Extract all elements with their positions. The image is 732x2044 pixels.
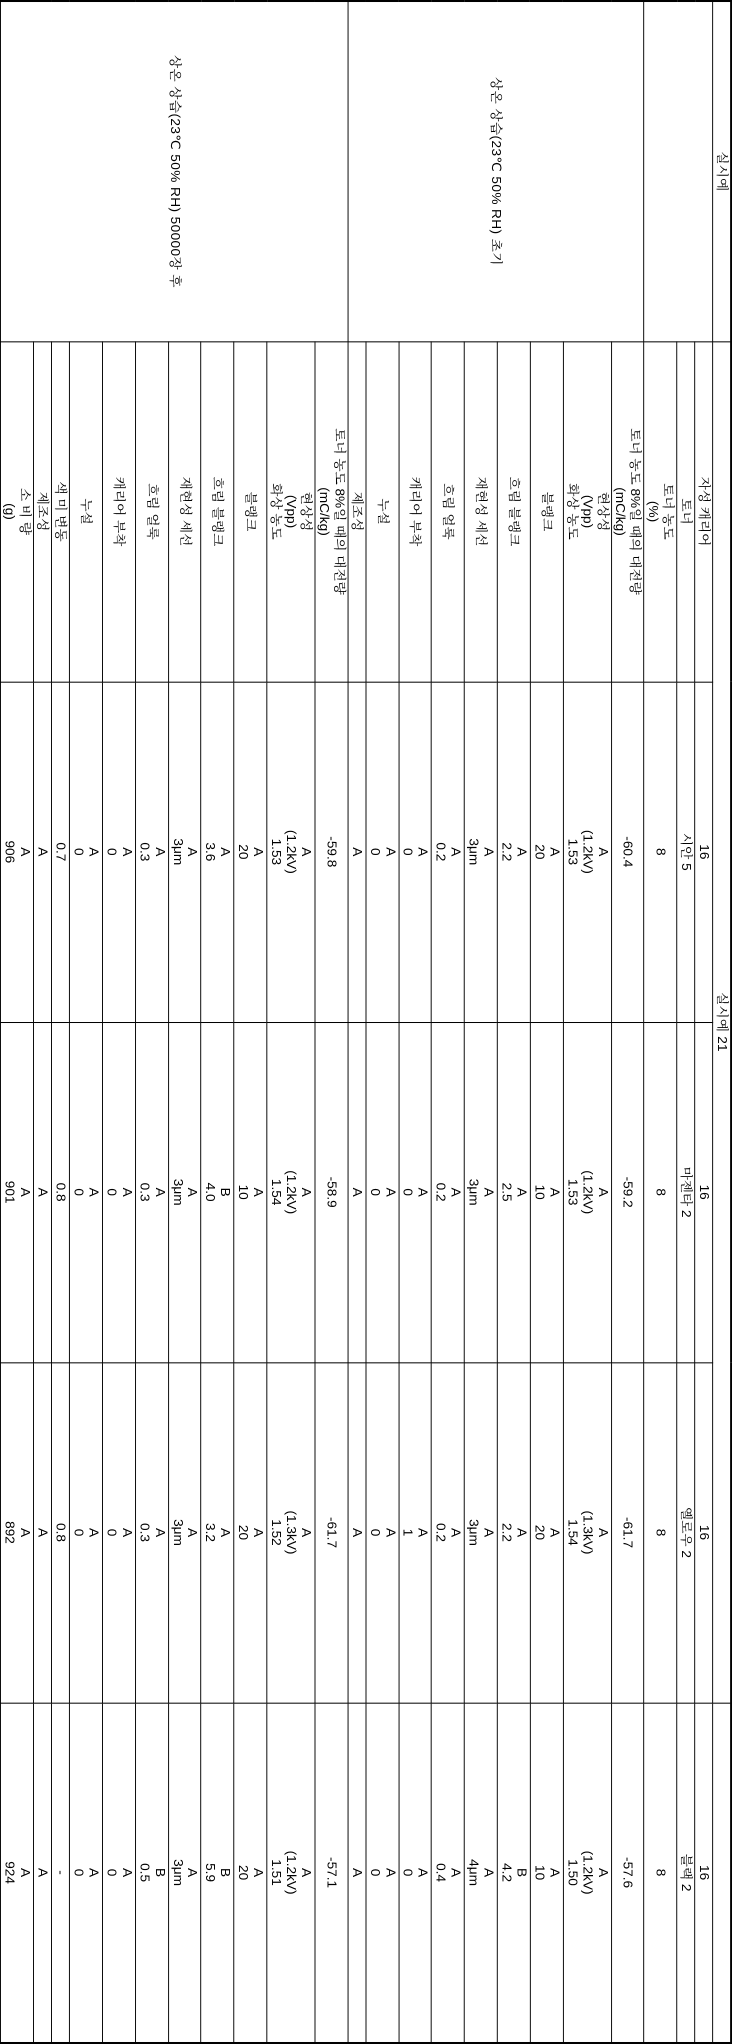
cell-value: B 5.9: [201, 1703, 234, 2043]
cell-value: A 0: [102, 1703, 135, 2043]
table-header-row: [713, 1, 731, 2043]
cell-value: A: [348, 1703, 366, 2043]
cell-value: A 3.6: [201, 682, 234, 1022]
cell-value: A 0: [366, 1022, 399, 1362]
cell-value: 옐로우 2: [677, 1362, 695, 1702]
row-label: 누설: [366, 341, 399, 681]
cell-value: 0.8: [52, 1362, 70, 1702]
table-body: [0, 1, 731, 2043]
row-label: 토너 농도 (%): [644, 341, 677, 681]
row-label: 토너 농도 8%일 때의 대전량 (mC/kg): [315, 341, 348, 681]
cell-value: A 0.2: [432, 1022, 465, 1362]
cell-value: A: [34, 682, 52, 1022]
cell-value: A 906: [0, 682, 33, 1022]
row-label: 제조성: [34, 341, 52, 681]
cell-value: A 20: [530, 682, 563, 1022]
cell-value: A (1.2kV) 1.51: [267, 1703, 315, 2043]
cell-value: 16: [695, 1022, 713, 1362]
corner-header: 실시예 21: [713, 341, 731, 1702]
cell-value: B 0.5: [135, 1703, 168, 2043]
cell-value: B 4.0: [201, 1022, 234, 1362]
row-label: 자성 캐리어: [695, 341, 713, 681]
cell-value: -59.8: [315, 682, 348, 1022]
cell-value: A 10: [234, 1022, 267, 1362]
row-label: 흐림 블랭크: [497, 341, 530, 681]
cell-value: 0.7: [52, 682, 70, 1022]
table-row: [315, 1, 348, 2043]
cell-value: A 3μm: [168, 1362, 201, 1702]
cell-value: 0.8: [52, 1022, 70, 1362]
section-header-corner: 실시예: [713, 1, 731, 341]
cell-value: A 3μm: [464, 1022, 497, 1362]
cell-value: 마젠타 2: [677, 1022, 695, 1362]
row-label: 토너: [677, 341, 695, 681]
cell-value: A 0: [399, 1022, 432, 1362]
cell-value: A 4μm: [464, 1703, 497, 2043]
row-label: 색 미 변동: [52, 341, 70, 681]
row-label: 재현성 세선: [168, 341, 201, 681]
cell-value: A (1.2kV) 1.53: [563, 1022, 611, 1362]
cell-value: 16: [695, 682, 713, 1022]
row-label: 소 비 량 (g): [0, 341, 33, 681]
cell-value: A 2.2: [497, 682, 530, 1022]
table-row: [611, 1, 644, 2043]
row-label: 캐리어 부착: [399, 341, 432, 681]
cell-value: A (1.3kV) 1.52: [267, 1362, 315, 1702]
cell-value: A 0.3: [135, 1022, 168, 1362]
row-label: 흐림 얼룩: [432, 341, 465, 681]
cell-value: A 0.3: [135, 682, 168, 1022]
cell-value: 16: [695, 1362, 713, 1702]
row-label: 현상성 (Vpp) 화상 농도: [563, 341, 611, 681]
cell-value: A 0: [366, 1362, 399, 1702]
cell-value: A: [34, 1022, 52, 1362]
section-label: [644, 1, 713, 341]
cell-value: A: [34, 1362, 52, 1702]
cell-value: A 0: [70, 1362, 103, 1702]
cell-value: A: [348, 1022, 366, 1362]
cell-value: A 3μm: [464, 682, 497, 1022]
cell-value: A 10: [530, 1703, 563, 2043]
cell-value: 8: [644, 1022, 677, 1362]
cell-value: -61.7: [315, 1362, 348, 1702]
cell-value: A 0.2: [432, 1362, 465, 1702]
cell-value: A 0.3: [135, 1362, 168, 1702]
cell-value: A 20: [234, 1362, 267, 1702]
row-label: 현상성 (Vpp) 화상 농도: [267, 341, 315, 681]
cell-value: A (1.2kV) 1.53: [267, 682, 315, 1022]
cell-value: A 3μm: [464, 1362, 497, 1702]
row-label: 재현성 세선: [464, 341, 497, 681]
section-label: 상온 상습(23℃ 50% RH) 50000장 후: [0, 1, 347, 341]
cell-value: A 0.4: [432, 1703, 465, 2043]
cell-value: -57.6: [611, 1703, 644, 2043]
row-label: 토너 농도 8%일 때의 대전량 (mC/kg): [611, 341, 644, 681]
cell-value: 시안 5: [677, 682, 695, 1022]
cell-value: A 892: [0, 1362, 33, 1702]
cell-value: A 10: [530, 1022, 563, 1362]
cell-value: A (1.2kV) 1.50: [563, 1703, 611, 2043]
cell-value: A 3μm: [168, 1703, 201, 2043]
cell-value: A 0: [70, 1703, 103, 2043]
cell-value: A 0: [366, 682, 399, 1022]
cell-value: A 901: [0, 1022, 33, 1362]
cell-value: B 4.2: [497, 1703, 530, 2043]
row-label: 블랭크: [234, 341, 267, 681]
cell-value: A 0: [102, 682, 135, 1022]
cell-value: A (1.2kV) 1.53: [563, 682, 611, 1022]
cell-value: -: [52, 1703, 70, 2043]
cell-value: A 924: [0, 1703, 33, 2043]
cell-value: A: [348, 1362, 366, 1702]
cell-value: 블랙 2: [677, 1703, 695, 2043]
cell-value: 8: [644, 1362, 677, 1702]
cell-value: A (1.2kV) 1.54: [267, 1022, 315, 1362]
cell-value: -57.1: [315, 1703, 348, 2043]
cell-value: 16: [695, 1703, 713, 2043]
cell-value: A 3μm: [168, 1022, 201, 1362]
cell-value: A 2.5: [497, 1022, 530, 1362]
cell-value: -59.2: [611, 1022, 644, 1362]
cell-value: A 0: [102, 1022, 135, 1362]
cell-value: A 0.2: [432, 682, 465, 1022]
cell-value: A: [348, 682, 366, 1022]
section-label: 상온 상습(23℃ 50% RH) 초기: [348, 1, 644, 341]
cell-value: A 0: [399, 1703, 432, 2043]
cell-value: A 20: [234, 1703, 267, 2043]
cell-value: A 0: [102, 1362, 135, 1702]
row-label: 흐림 얼룩: [135, 341, 168, 681]
cell-value: A 0: [399, 682, 432, 1022]
cell-value: A 2.2: [497, 1362, 530, 1702]
cell-value: A 3.2: [201, 1362, 234, 1702]
cell-value: A 0: [366, 1703, 399, 2043]
cell-value: A 3μm: [168, 682, 201, 1022]
cell-value: A 0: [70, 1022, 103, 1362]
cell-value: A: [34, 1703, 52, 2043]
cell-value: A (1.3kV) 1.54: [563, 1362, 611, 1702]
row-label: 블랭크: [530, 341, 563, 681]
cell-value: A 0: [70, 682, 103, 1022]
cell-value: 8: [644, 682, 677, 1022]
row-label: 제조성: [348, 341, 366, 681]
cell-value: 8: [644, 1703, 677, 2043]
cell-value: A 1: [399, 1362, 432, 1702]
cell-value: -61.7: [611, 1362, 644, 1702]
row-label: 캐리어 부착: [102, 341, 135, 681]
cell-value: -60.4: [611, 682, 644, 1022]
cell-value: -58.9: [315, 1022, 348, 1362]
cell-value: A 20: [530, 1362, 563, 1702]
row-label: 누설: [70, 341, 103, 681]
cell-value: A 20: [234, 682, 267, 1022]
table-row: [695, 1, 713, 2043]
row-label: 흐림 블랭크: [201, 341, 234, 681]
